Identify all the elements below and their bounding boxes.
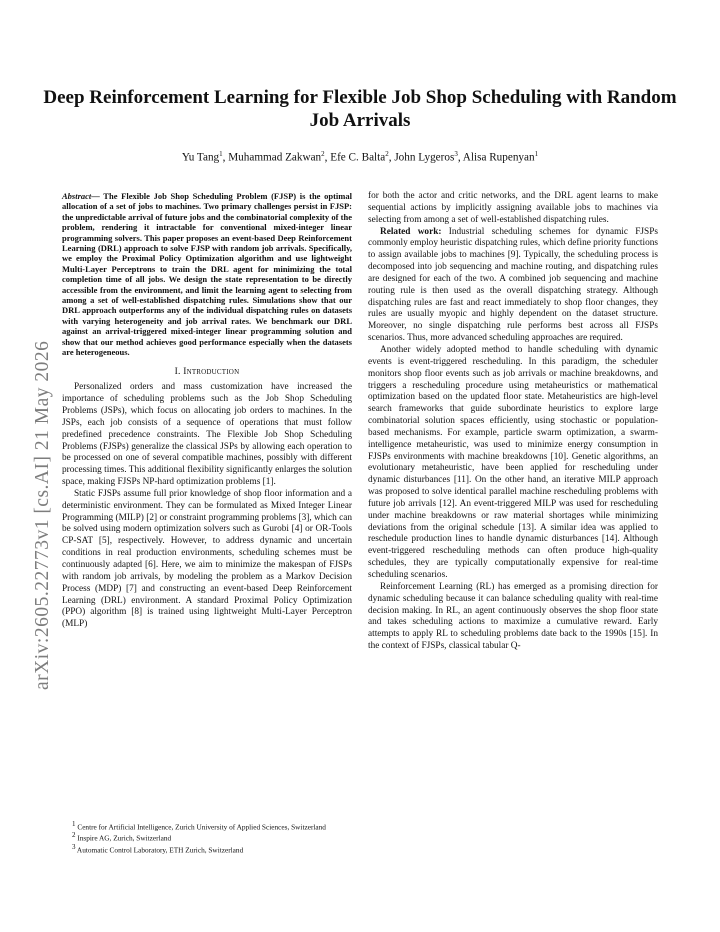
footnote [62, 820, 352, 831]
affiliation-mark: 1 [534, 150, 539, 158]
author-name: Muhammad Zakwan [228, 151, 322, 164]
related-work-label: Related work: [380, 226, 442, 237]
footnote-mark: 3 [72, 842, 76, 851]
right-column [368, 191, 658, 653]
body-paragraph: Static FJSPs assume full prior knowledge of shop floor information and a deterministic environment. They can be formulated as Mixed Integer Linear Programming (MILP) [2] or constraint programming problems [3], which can be solved using modern optimization solvers such as Gurobi [4] or OR-Tools CP-SAT [5], respectively. However, to address dynamic and uncertain conditions in real production environments, scheduling schemes must be continuously adapted [6]. Here, we aim to minimize the makespan of FJSPs with random job arrivals, by modeling the problem as a Markov Decision Process (MDP) [7] and constructing an event-based Deep Reinforcement Learning (DRL) environment. A standard Proximal Policy Optimization (PPO) algorithm [8] is trained using lightweight Multi-Layer Perceptron (MLP) [62, 488, 352, 630]
paper-title: Deep Reinforcement Learning for Flexible Job Shop Scheduling with Random Job Arrivals [43, 87, 677, 131]
body-paragraph: Reinforcement Learning (RL) has emerged as a promising direction for dynamic scheduling because it can balance scheduling quality with real-time decision making. In RL, an agent continuously observes the shop floor state and takes scheduling actions to maximize a cumulative reward. Early attempts to apply RL to scheduling problems date back to the 1990s [15]. In the context of FJSPs, classical tabular Q- [368, 581, 658, 652]
affiliation-mark: 3 [454, 150, 458, 158]
section-title: Introduction [183, 366, 240, 377]
arxiv-identifier-stamp: arXiv:2605.22773v1 [cs.AI] 21 May 2026 [32, 340, 53, 690]
author-name: Efe C. Balta [330, 151, 386, 164]
section-heading [62, 367, 352, 379]
footnote-text: Inspire AG, Zurich, Switzerland [77, 833, 172, 843]
left-column [62, 191, 352, 631]
author-name: John Lygeros [394, 151, 455, 164]
section-number: I. [174, 366, 181, 377]
affiliation-footnotes [62, 820, 352, 854]
abstract-text: — The Flexible Job Shop Scheduling Problem (FJSP) is the optimal allocation of a set of jobs to machines. Two primary challenges persist in FJSP: the unpredictable arrival of future jobs and the combinatorial complexity of the problem, rendering it intractable for conventional mixed-integer linear programming solvers. This paper proposes an event-based Deep Reinforcement Learning (DRL) approach to solve FJSP with random job arrivals. Specifically, we employ the Proximal Policy Optimization algorithm and use lightweight Multi-Layer Perceptrons to train the DRL agent for minimizing the total completion time of all jobs. We design the state representation to be directly accessible from the environment, and limit the learning agent to selecting from among a set of well-established dispatching rules. Simulations show that our DRL approach outperforms any of the individual dispatching rules on datasets with varying heterogeneity and job arrival rates. We benchmark our DRL against an arrival-triggered mixed-integer linear programming solution and show that our method achieves good performance especially when the datasets are heterogeneous. [62, 191, 352, 358]
affiliation-mark: 1 [219, 150, 223, 158]
affiliation-mark: 2 [321, 150, 325, 158]
footnote [62, 843, 352, 854]
related-work-paragraph [368, 227, 658, 345]
affiliation-mark: 2 [385, 150, 389, 158]
body-paragraph: Another widely adopted method to handle scheduling with dynamic events is event-triggered rescheduling. In this paradigm, the scheduler monitors shop floor events such as job arrivals or machine breakdowns, and triggers a rescheduling procedure using metaheuristics or mathematical optimization based on the updated floor state. Metaheuristics are high-level search frameworks that guide subordinate heuristics to explore large combinatorial solution spaces efficiently, using stochastic or population-based mechanisms. For example, particle swarm optimization, a swarm-intelligence metaheuristic, was used to minimize energy consumption in FJSPs environments with machine breakdowns [10]. Genetic algorithms, an evolutionary metaheuristic, have been applied for rescheduling under dynamic disturbances [11]. On the other hand, an iterative MILP approach was proposed to solve identical parallel machine rescheduling problems with future job arrivals [12]. An event-triggered MILP was used for rescheduling under machine breakdowns or raw material shortages while minimizing deviations from the original schedule [13]. A similar idea was applied to reschedule production lines to handle dynamic disturbances [14]. Although event-triggered rescheduling methods can often produce high-quality schedules, they are typically computationally expensive for real-time scheduling scenarios. [368, 344, 658, 580]
footnote-text: Centre for Artificial Intelligence, Zurich University of Applied Sciences, Switzerland [77, 822, 326, 832]
body-paragraph: Personalized orders and mass customization have increased the importance of scheduling problems such as the Job Shop Scheduling Problems (JSPs), which focus on allocating job orders to machines. In the JSPs, each job consists of a sequence of operations that must follow predefined precedence constraints. The Flexible Job Shop Scheduling Problems (FJSPs) generalize the classical JSPs by allowing each operation to be processed on one of several compatible machines, possibly with different processing times. This additional flexibility significantly enlarges the solution space, making FJSPs NP-hard optimization problems [1]. [62, 382, 352, 488]
footnote [62, 831, 352, 842]
abstract-label: Abstract [62, 191, 92, 201]
author-list: Yu Tang$^1$, Muhammad Zakwan$^2$, Efe C. Balta$^2$, John Lygeros$^3$, Alisa Rupenyan$^1$ [181, 150, 539, 164]
body-paragraph: for both the actor and critic networks, and the DRL agent learns to make sequential actions by implicitly assigning available jobs to machines via selecting from among a set of well-established dispatching rules. [368, 191, 658, 225]
related-work-text: Industrial scheduling schemes for dynamic FJSPs commonly employ heuristic dispatching rules, which define priority functions to assign available jobs to machines [9]. Typically, the scheduling process is decomposed into job sequencing and machine routing, and dispatching rules are designed for each of the two. A combined job sequencing and machine routing rule is then used as the overall dispatching strategy. Although dispatching rules are fast and react immediately to shop floor changes, they rules are usually myopic and highly dependent on the dataset structure. Moreover, no single dispatching rule performs best across all FJSPs scenarios. Thus, more advanced scheduling approaches are required. [368, 226, 659, 344]
abstract [62, 191, 352, 358]
footnote-mark: 1 [72, 820, 76, 828]
footnote-text: Automatic Control Laboratory, ETH Zurich, Switzerland [76, 845, 244, 855]
author-name: Alisa Rupenyan [462, 151, 535, 164]
author-name: Yu Tang [181, 151, 220, 164]
footnote-mark: 2 [72, 831, 76, 840]
